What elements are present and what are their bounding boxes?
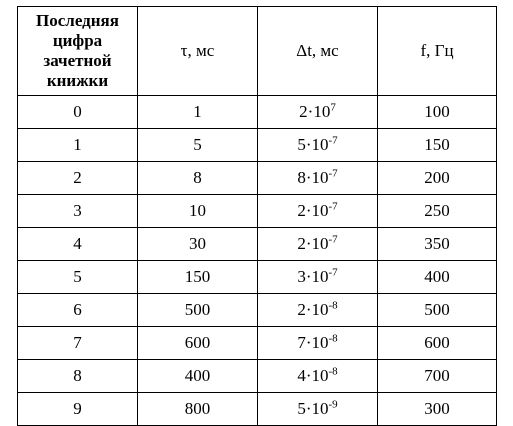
cell-delta-t: [258, 360, 378, 393]
cell-last-digit: 1: [18, 129, 138, 162]
cell-tau: 600: [138, 327, 258, 360]
table-row: [18, 96, 497, 129]
delta-t-exponent: -8: [328, 332, 338, 345]
delta-t-exponent: -7: [328, 167, 338, 180]
cell-last-digit: 9: [18, 393, 138, 426]
delta-t-exponent: -7: [328, 266, 338, 279]
table-row: [18, 228, 497, 261]
cell-frequency: 200: [378, 162, 497, 195]
cell-tau: 30: [138, 228, 258, 261]
table-row: [18, 195, 497, 228]
cell-last-digit: 0: [18, 96, 138, 129]
cell-last-digit: 2: [18, 162, 138, 195]
cell-last-digit: 6: [18, 294, 138, 327]
cell-delta-t: [258, 195, 378, 228]
cell-delta-t: [258, 228, 378, 261]
cell-last-digit: 3: [18, 195, 138, 228]
cell-frequency: 250: [378, 195, 497, 228]
cell-tau: 400: [138, 360, 258, 393]
cell-frequency: 500: [378, 294, 497, 327]
cell-delta-t: [258, 96, 378, 129]
delta-t-exponent: -8: [328, 299, 338, 312]
cell-frequency: 600: [378, 327, 497, 360]
table-row: [18, 129, 497, 162]
delta-t-exponent: -7: [328, 233, 338, 246]
cell-tau: 500: [138, 294, 258, 327]
delta-t-mantissa: 5·10: [297, 135, 329, 154]
delta-t-exponent: -7: [328, 134, 338, 147]
table-body: [18, 96, 497, 426]
delta-t-mantissa: 3·10: [297, 267, 329, 286]
table-row: [18, 261, 497, 294]
table-row: [18, 294, 497, 327]
cell-frequency: 150: [378, 129, 497, 162]
table-row: [18, 360, 497, 393]
table-row: [18, 393, 497, 426]
delta-t-exponent: 7: [330, 101, 336, 114]
delta-t-mantissa: 2·10: [297, 201, 329, 220]
cell-tau: 800: [138, 393, 258, 426]
cell-frequency: 100: [378, 96, 497, 129]
cell-delta-t: [258, 162, 378, 195]
cell-frequency: 400: [378, 261, 497, 294]
delta-t-exponent: -7: [328, 200, 338, 213]
delta-t-mantissa: 5·10: [297, 399, 329, 418]
table-row: [18, 327, 497, 360]
cell-delta-t: [258, 327, 378, 360]
header-tau: τ, мс: [138, 7, 258, 96]
cell-delta-t: [258, 261, 378, 294]
cell-delta-t: [258, 294, 378, 327]
cell-delta-t: [258, 129, 378, 162]
delta-t-mantissa: 4·10: [297, 366, 329, 385]
cell-last-digit: 4: [18, 228, 138, 261]
cell-last-digit: 8: [18, 360, 138, 393]
table-row: [18, 162, 497, 195]
cell-frequency: 300: [378, 393, 497, 426]
header-last-digit: [18, 7, 138, 96]
delta-t-mantissa: 2·10: [297, 234, 329, 253]
cell-frequency: 700: [378, 360, 497, 393]
header-delta-t: Δt, мс: [258, 7, 378, 96]
header-last-digit-label: Последняя цифра зачетной книжки: [36, 11, 119, 90]
delta-t-mantissa: 8·10: [297, 168, 329, 187]
delta-t-exponent: -8: [328, 365, 338, 378]
cell-last-digit: 5: [18, 261, 138, 294]
cell-tau: 10: [138, 195, 258, 228]
delta-t-mantissa: 7·10: [297, 333, 329, 352]
table-header: [18, 7, 497, 96]
cell-delta-t: [258, 393, 378, 426]
delta-t-exponent: -9: [328, 398, 338, 411]
cell-last-digit: 7: [18, 327, 138, 360]
cell-tau: 8: [138, 162, 258, 195]
variants-table: [17, 6, 497, 426]
cell-tau: 150: [138, 261, 258, 294]
header-frequency: f, Гц: [378, 7, 497, 96]
cell-tau: 5: [138, 129, 258, 162]
header-row: [18, 7, 497, 96]
cell-frequency: 350: [378, 228, 497, 261]
cell-tau: 1: [138, 96, 258, 129]
delta-t-mantissa: 2·10: [299, 102, 331, 121]
delta-t-mantissa: 2·10: [297, 300, 329, 319]
